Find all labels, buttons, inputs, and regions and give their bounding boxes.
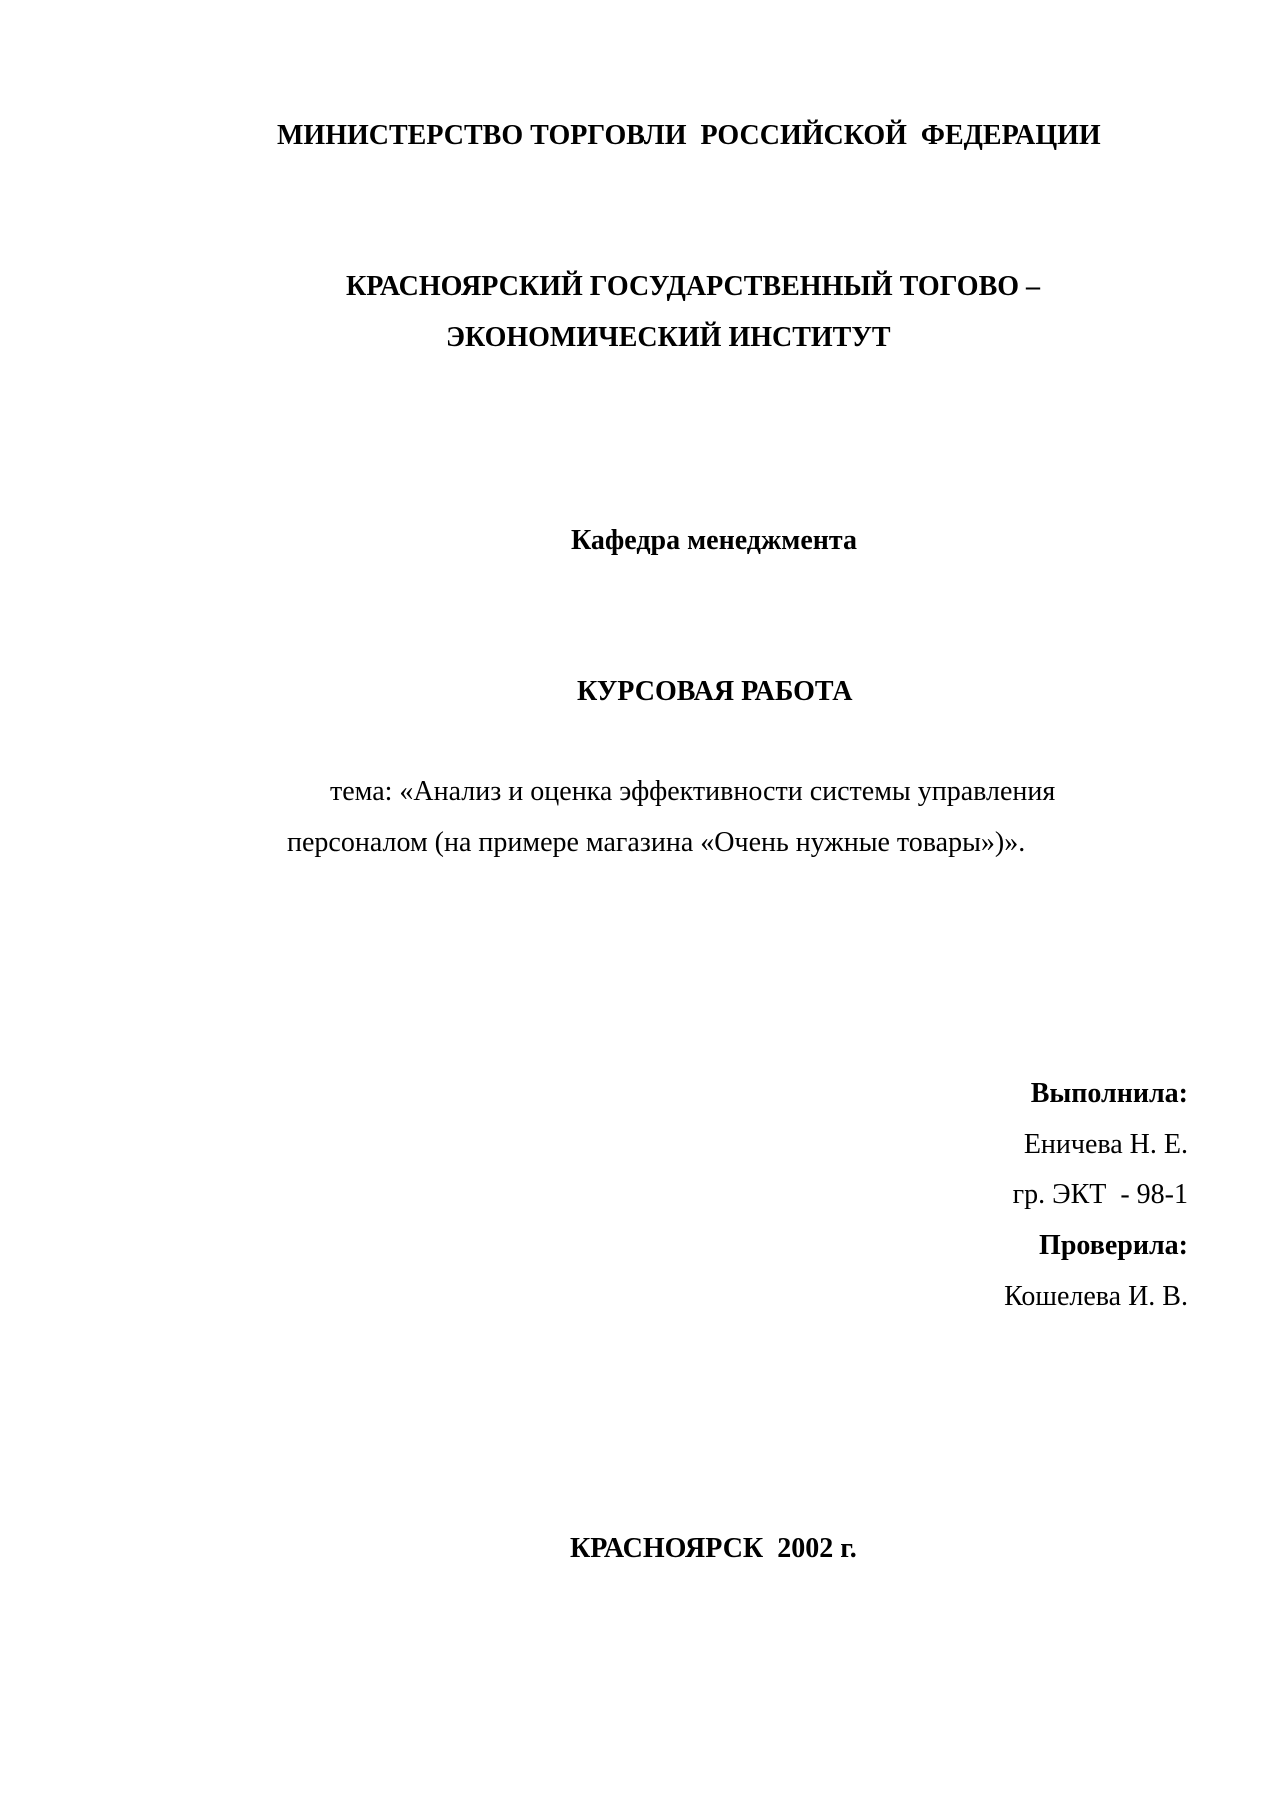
- ministry-heading: МИНИСТЕРСТВО ТОРГОВЛИ РОССИЙСКОЙ ФЕДЕРАЦИИ: [277, 120, 1101, 151]
- department-heading: Кафедра менеджмента: [571, 525, 857, 556]
- supervisor-name: Кошелева И. В.: [1004, 1281, 1188, 1312]
- institute-heading-line-2: ЭКОНОМИЧЕСКИЙ ИНСТИТУТ: [446, 322, 891, 353]
- student-group: гр. ЭКТ - 98-1: [1012, 1179, 1188, 1210]
- student-name: Еничева Н. Е.: [1023, 1129, 1188, 1160]
- work-type-heading: КУРСОВАЯ РАБОТА: [577, 676, 853, 707]
- city-year-footer: КРАСНОЯРСК 2002 г.: [570, 1533, 857, 1564]
- checked-by-label: Проверила:: [1039, 1230, 1188, 1261]
- performed-by-label: Выполнила:: [1030, 1078, 1188, 1109]
- topic-line-2: персоналом (на примере магазина «Очень нужные товары»)».: [287, 827, 1026, 858]
- topic-line-1: тема: «Анализ и оценка эффективности системы управления: [330, 776, 1056, 807]
- institute-heading-line-1: КРАСНОЯРСКИЙ ГОСУДАРСТВЕННЫЙ ТОГОВО –: [346, 271, 1041, 302]
